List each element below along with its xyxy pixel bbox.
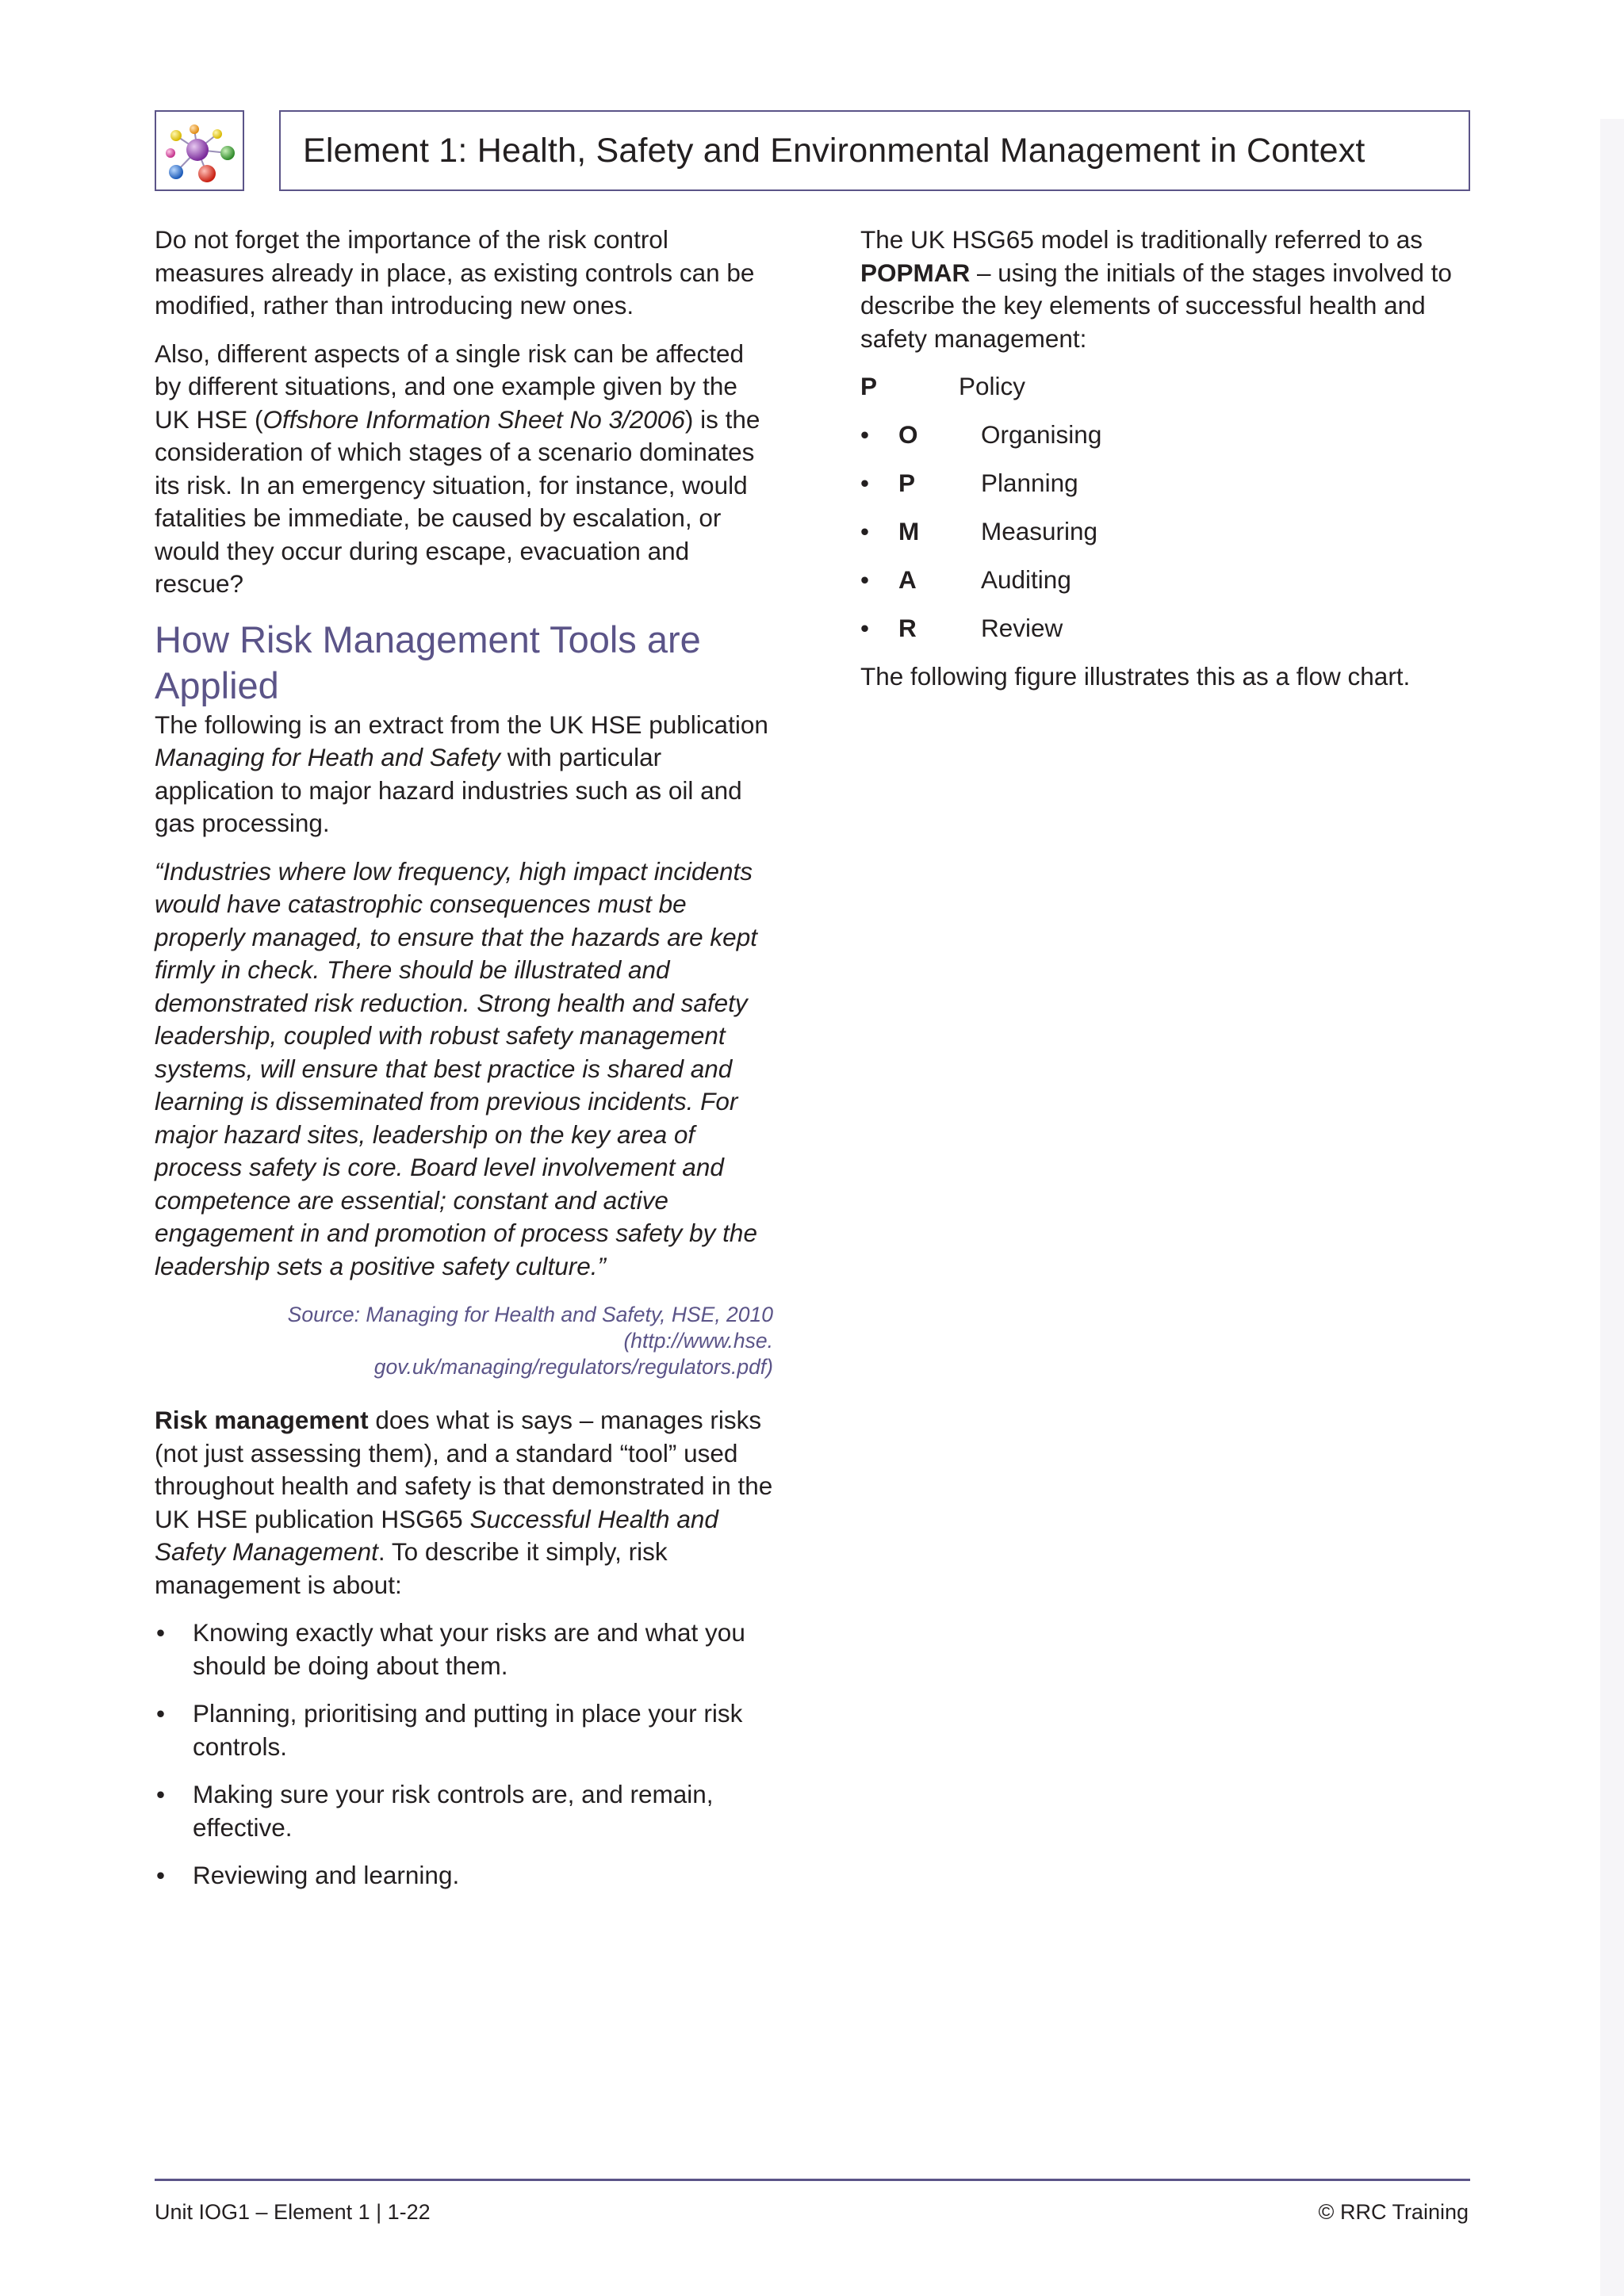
right-column — [860, 224, 1479, 709]
bullet-icon: • — [860, 469, 870, 497]
quote-source: Source: Managing for Health and Safety, HSE, 2010 (http://www.hse. gov.uk/managing/regulators/regulators.pdf) — [287, 1303, 773, 1379]
paragraph-risk-aspects: Also, different aspects of a single risk can be affected by different situations, and one example given by the UK HSE (Offshore Information Sheet No 3/2006) is the consideration of which stages of a scenario dominates its risk. In an emergency situation, for instance, would fatalities be immediate, be caused by escalation, or would they occur during escape, evacuation and rescue? — [155, 339, 760, 598]
popmar-letter: P — [860, 372, 878, 400]
popmar-letter: O — [898, 420, 918, 449]
list-item: • Knowing exactly what your risks are and what you should be doing about them. — [155, 1617, 773, 1682]
bold-term: POPMAR — [860, 258, 971, 287]
popmar-letter: A — [898, 565, 917, 594]
bullet-icon: • — [860, 565, 870, 594]
paragraph-popmar-intro: The UK HSG65 model is traditionally referred to as POPMAR – using the initials of the stages involved to describe the key elements of successful health and safety management: — [860, 225, 1452, 353]
footer-page-reference: Unit IOG1 – Element 1 | 1-22 — [155, 2200, 431, 2224]
paragraph-risk-management: Risk management does what is says – manages risks (not just assessing them), and a standard “tool” used throughout health and safety is that demonstrated in the UK HSE publication HSG65 Successful Health and Safety Management. To describe it simply, risk management is about: — [155, 1406, 773, 1599]
popmar-word: Review — [981, 614, 1063, 642]
list-item: • Making sure your risk controls are, and remain, effective. — [155, 1778, 773, 1844]
section-heading: How Risk Management Tools are Applied — [155, 618, 701, 706]
page-title: Element 1: Health, Safety and Environmental Management in Context — [279, 110, 1470, 191]
page-edge-shade — [1600, 119, 1624, 2296]
bullet-icon: • — [860, 517, 870, 545]
publication-title: Successful Health and Safety Management — [155, 1504, 718, 1566]
risk-management-list — [155, 1617, 773, 1892]
publication-title: Managing for Heath and Safety — [155, 743, 501, 771]
popmar-item — [860, 515, 1479, 549]
popmar-word: Organising — [981, 420, 1102, 449]
popmar-item — [860, 612, 1479, 645]
popmar-list — [860, 370, 1479, 645]
paragraph-flow-chart-note: The following figure illustrates this as a flow chart. — [860, 662, 1411, 691]
footer-copyright: © RRC Training — [1318, 2200, 1469, 2224]
publication-title: Offshore Information Sheet No 3/2006 — [262, 404, 685, 434]
popmar-word: Auditing — [981, 565, 1071, 594]
footer-divider — [155, 2179, 1470, 2181]
left-column — [155, 224, 773, 1908]
popmar-letter: R — [898, 614, 917, 642]
list-item: • Planning, prioritising and putting in place your risk controls. — [155, 1697, 773, 1763]
popmar-item — [860, 467, 1479, 500]
molecule-logo-icon — [155, 110, 244, 191]
popmar-item — [860, 419, 1479, 452]
popmar-letter: P — [898, 469, 916, 497]
paragraph-existing-controls: Do not forget the importance of the risk control measures already in place, as existing controls can be modified, rather than introducing new ones. — [155, 225, 755, 320]
popmar-word: Measuring — [981, 517, 1098, 545]
bold-term: Risk management — [155, 1406, 369, 1434]
popmar-item — [860, 370, 1479, 404]
bullet-icon: • — [860, 614, 870, 642]
hse-quote: “Industries where low frequency, high impact incidents would have catastrophic consequences must be properly managed, to ensure that the hazards are kept firmly in check. There should be illustrated and demonstrated risk reduction. Strong health and safety leadership, coupled with robust safety management systems, will ensure that best practice is shared and learning is disseminated from previous incidents. For major hazard sites, leadership on the key area of process safety is core. Board level involvement and competence are essential; constant and active engagement in and promotion of process safety by the leadership sets a positive safety culture.” — [155, 856, 757, 1280]
popmar-item — [860, 564, 1479, 597]
paragraph-extract-intro: The following is an extract from the UK HSE publication Managing for Heath and Safety with particular application to major hazard industries such as oil and gas processing. — [155, 710, 768, 837]
popmar-word: Policy — [959, 372, 1026, 400]
popmar-word: Planning — [981, 469, 1078, 497]
list-item: • Reviewing and learning. — [155, 1859, 773, 1892]
bullet-icon: • — [860, 420, 870, 449]
popmar-letter: M — [898, 517, 920, 545]
